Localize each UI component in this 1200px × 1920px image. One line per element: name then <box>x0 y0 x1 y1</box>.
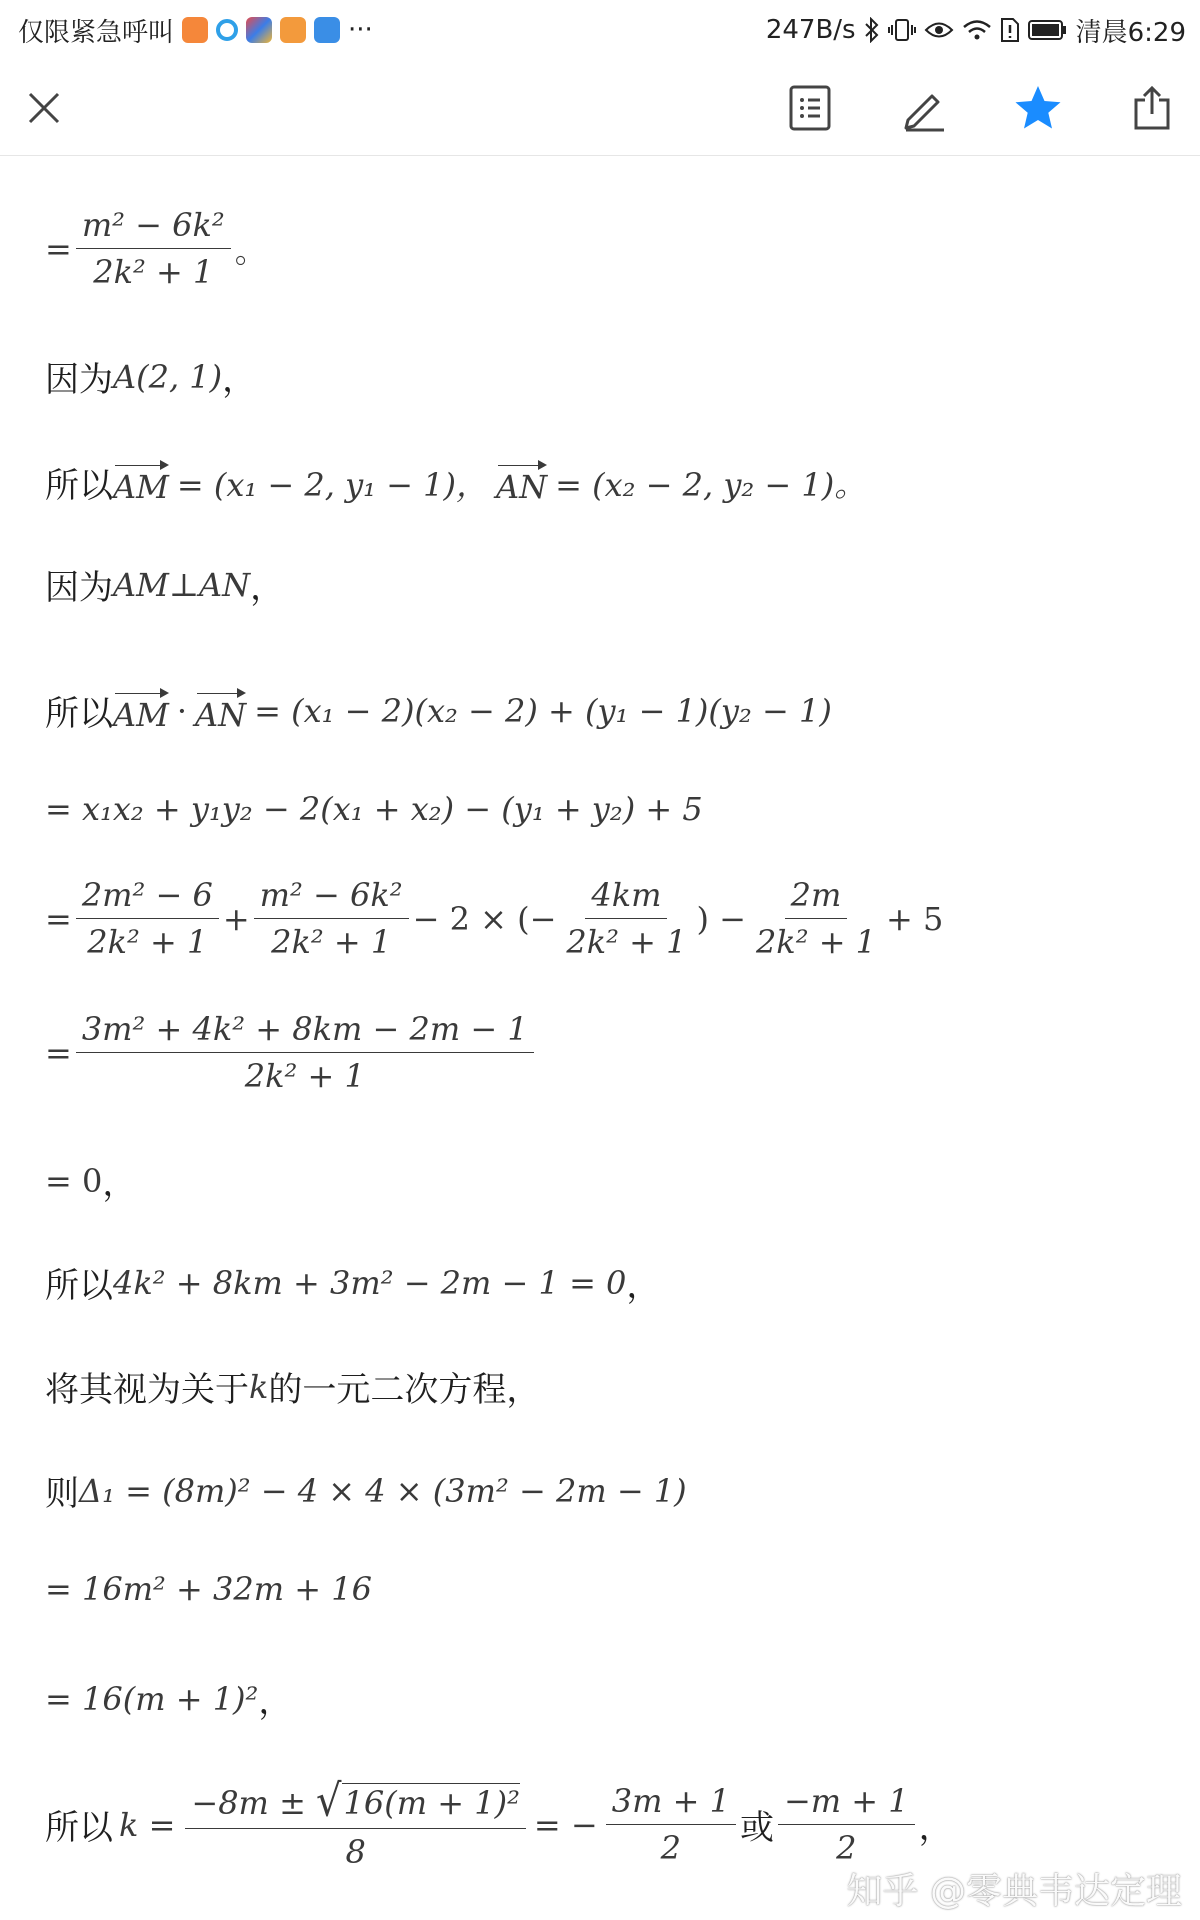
catalog-button[interactable] <box>780 78 840 138</box>
text-line-2 <box>45 352 256 401</box>
math-segment: AM⊥AN <box>113 565 251 604</box>
punctuation: ， <box>918 1808 953 1848</box>
fraction-numerator: 3m + 1 <box>606 1782 736 1825</box>
fraction-denominator: 2k² + 1 <box>271 923 392 961</box>
star-icon <box>1013 84 1063 132</box>
text-segment: 则 <box>45 1474 79 1514</box>
dot-operator: · <box>176 691 188 730</box>
punctuation: ， <box>250 568 285 608</box>
text-segment: 因为 <box>45 568 113 608</box>
math-line-6 <box>45 790 703 828</box>
more-icon: ··· <box>348 15 373 45</box>
close-button[interactable] <box>14 78 74 138</box>
vector-am: AM <box>113 460 169 506</box>
operator: + <box>222 899 250 938</box>
battery-icon <box>1028 19 1068 41</box>
fraction-denominator: 2k² + 1 <box>755 923 877 961</box>
math-segment: = (x₁ − 2)(x₂ − 2) + (y₁ − 1)(y₂ − 1) <box>254 691 832 730</box>
network-speed: 247B/s <box>765 15 856 45</box>
text-line-5 <box>45 686 832 735</box>
bluetooth-icon <box>864 17 880 43</box>
math-line-7 <box>45 876 943 961</box>
text-segment: 所以 <box>45 1808 113 1848</box>
app-icon-blue-ring <box>216 19 238 41</box>
app-icon-k <box>314 17 340 43</box>
sqrt-content: 16(m + 1)² <box>343 1784 520 1822</box>
math-segment: = (x₁ − 2, y₁ − 1)， <box>176 465 488 504</box>
status-time: 清晨6:29 <box>1075 17 1186 48</box>
fraction-numerator: 4km <box>585 876 667 919</box>
operator: + 5 <box>886 899 944 938</box>
math-line-14 <box>45 1674 292 1723</box>
math-segment: k = <box>119 1805 176 1844</box>
text-segment: 的一元二次方程， <box>268 1370 541 1410</box>
share-button[interactable] <box>1122 78 1182 138</box>
edit-button[interactable] <box>894 78 954 138</box>
article-content <box>0 156 1200 1920</box>
fraction-numerator: 2m² − 6 <box>76 876 219 919</box>
wifi-icon <box>962 18 992 42</box>
fraction-numerator: 3m² + 4k² + 8km − 2m − 1 <box>76 1010 534 1053</box>
fraction-denominator: 2k² + 1 <box>244 1057 365 1095</box>
fraction-denominator: 2k² + 1 <box>566 923 687 961</box>
text-line-15 <box>45 1775 953 1871</box>
vector-am: AM <box>113 688 169 734</box>
favorite-button[interactable] <box>1008 78 1068 138</box>
text-line-4 <box>45 560 284 609</box>
math-line-13 <box>45 1570 372 1608</box>
punctuation: ， <box>102 1164 137 1204</box>
math-segment: = x₁x₂ + y₁y₂ − 2(x₁ + x₂) − (y₁ + y₂) + 5 <box>45 790 703 828</box>
list-icon <box>788 84 832 132</box>
app-icon-orange <box>182 17 208 43</box>
fraction-denominator: 2k² + 1 <box>93 253 214 291</box>
vector-an: AN <box>496 460 547 506</box>
text-line-12 <box>45 1466 687 1515</box>
text-segment: 将其视为关于 <box>45 1370 249 1410</box>
math-segment: = 0 <box>45 1161 103 1200</box>
text-line-10 <box>45 1258 660 1307</box>
fraction-denominator: 2 <box>660 1829 681 1867</box>
sim-alert-icon <box>1000 17 1020 43</box>
watermark: 知乎 @零典韦达定理 <box>846 1871 1182 1912</box>
equals-sign: = <box>45 229 72 268</box>
operator: − 2 × (− <box>412 899 557 938</box>
equals-sign: = <box>45 1033 72 1072</box>
fraction-numerator: 2m <box>785 876 848 919</box>
fraction-numerator <box>185 1775 526 1829</box>
math-segment: Δ₁ = (8m)² − 4 × 4 × (3m² − 2m − 1) <box>79 1471 687 1510</box>
text-segment: 所以 <box>45 466 113 506</box>
close-icon <box>24 88 64 128</box>
toolbar <box>0 60 1200 156</box>
pencil-icon <box>900 84 948 132</box>
punctuation: ， <box>222 360 257 400</box>
text-segment: 所以 <box>45 1266 113 1306</box>
fraction-denominator: 2 <box>836 1829 857 1867</box>
vector-an: AN <box>195 688 246 734</box>
punctuation: ， <box>258 1682 293 1722</box>
math-line-8 <box>45 1010 538 1095</box>
math-segment: k <box>249 1367 269 1406</box>
math-segment: = 16m² + 32m + 16 <box>45 1570 372 1608</box>
fraction-denominator: 2k² + 1 <box>87 923 208 961</box>
eye-icon <box>924 19 954 41</box>
math-line-1 <box>45 206 267 291</box>
text-line-11 <box>45 1362 540 1411</box>
share-icon <box>1132 84 1172 132</box>
math-segment: = (x₂ − 2, y₂ − 1)。 <box>555 465 867 504</box>
text-line-3 <box>45 458 866 507</box>
fraction-numerator: −m + 1 <box>778 1782 915 1825</box>
status-left-text: 仅限紧急呼叫 <box>18 17 175 48</box>
punctuation: 。 <box>234 231 267 270</box>
math-segment: −8m ± <box>191 1784 306 1822</box>
vibrate-icon <box>888 17 916 43</box>
fraction-numerator: m² − 6k² <box>76 206 231 249</box>
math-segment: 4k² + 8km + 3m² − 2m − 1 = 0 <box>113 1263 627 1302</box>
app-icon-play <box>280 17 306 43</box>
math-line-9 <box>45 1156 136 1205</box>
math-segment: = 16(m + 1)² <box>45 1679 259 1718</box>
text-segment: 所以 <box>45 694 113 734</box>
operator: ) − <box>696 899 746 938</box>
sqrt-symbol: √ <box>316 1775 342 1827</box>
fraction-numerator: m² − 6k² <box>254 876 409 919</box>
operator: = − <box>533 1805 598 1844</box>
app-icon-colorful <box>246 17 272 43</box>
fraction-denominator: 8 <box>345 1833 366 1871</box>
equals-sign: = <box>45 899 72 938</box>
punctuation: ， <box>626 1266 661 1306</box>
math-segment: A(2, 1) <box>113 357 223 396</box>
text-segment: 或 <box>739 1808 774 1848</box>
status-bar <box>0 0 1200 60</box>
text-segment: 因为 <box>45 360 113 400</box>
